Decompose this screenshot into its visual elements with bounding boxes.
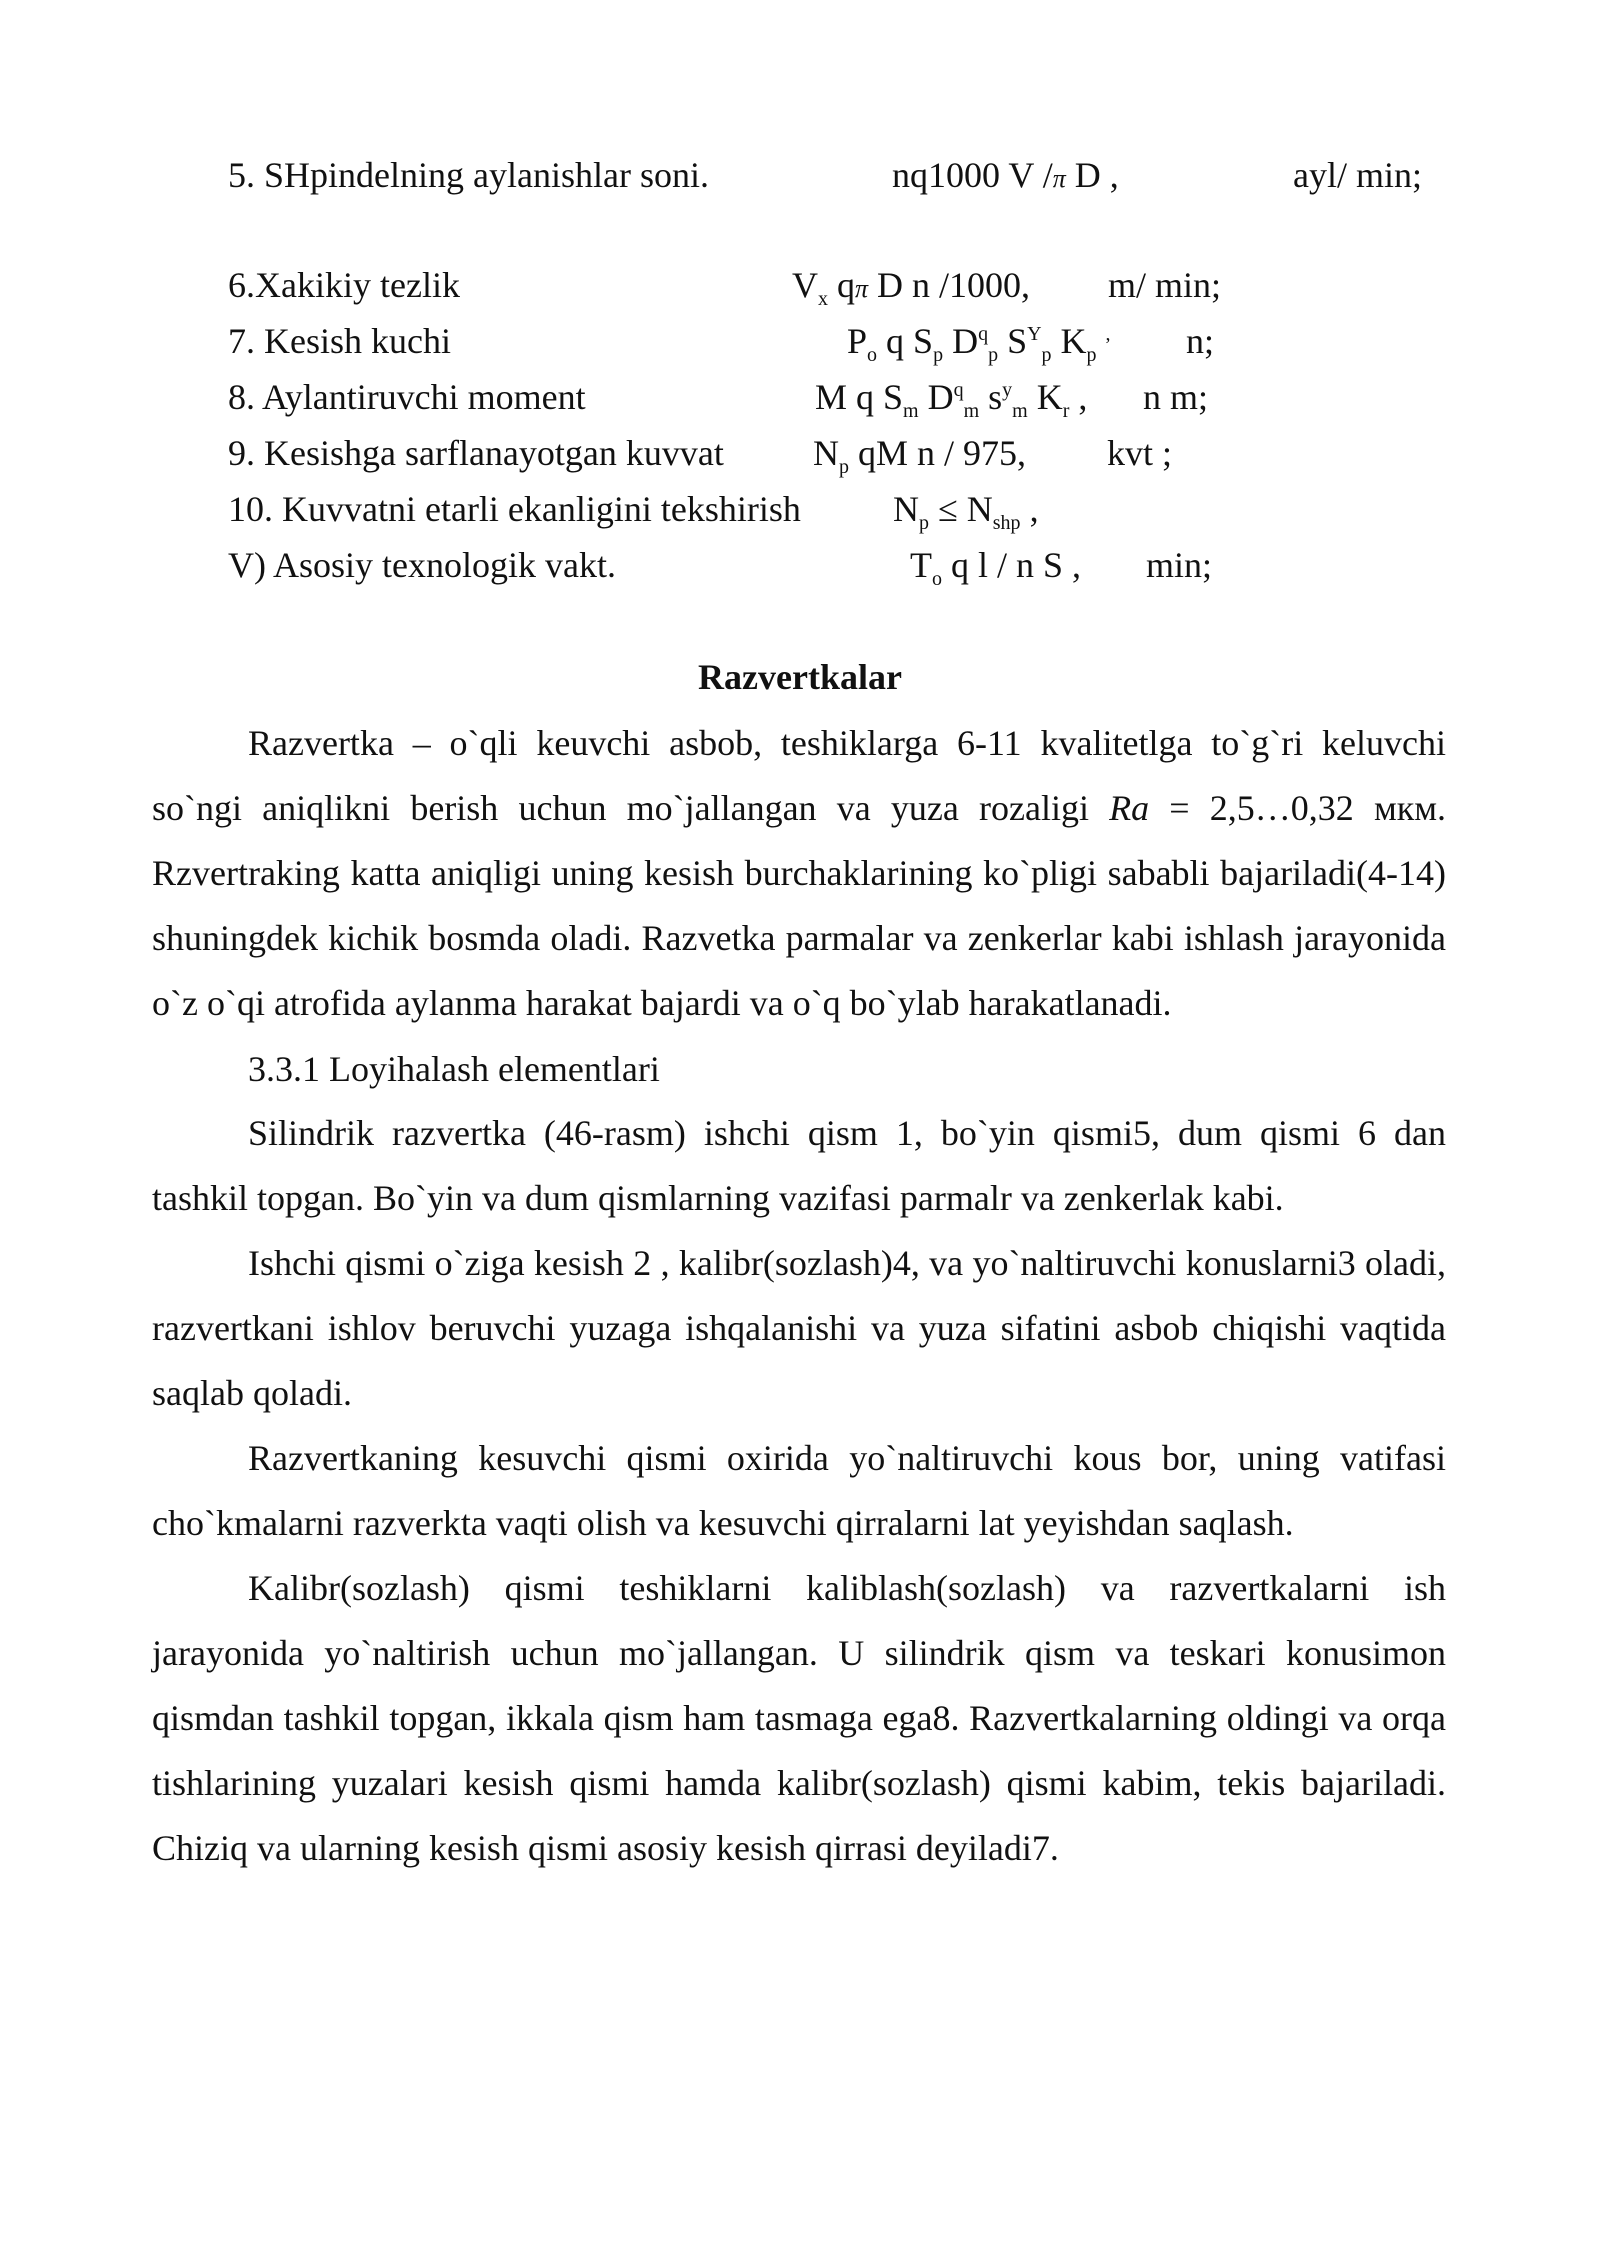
formula-line-6 (0, 260, 1600, 310)
formula-expression: $N_p \le N_{shp}$ , (893, 489, 1039, 535)
formula-label: 5. SHpindelning aylanishlar soni. (228, 155, 709, 195)
paragraph-intro: Razvertka – o`qli keuvchi asbob, teshiklarga 6-11 kvalitetlga to`g`ri keluvchi so`ngi aniqlikni berish uchun mo`jallangan va yuza rozaligi Ra = 2,5…0,32 мкм. Rzvertraking katta aniqligi uning kesish burchaklarining ko`pligi sababli bajariladi(4-14) shuningdek kichik bosmda oladi. Razvetka parmalar va zenkerlar kabi ishlash jarayonida o`z o`qi atrofida aylanma harakat bajardi va o`q bo`ylab harakatlanadi. (152, 723, 1447, 1023)
formula-expression: $V_x$ qπ D n /1000, (792, 265, 1031, 311)
formula-unit: min; (1146, 545, 1213, 585)
formula-expression: nq1000 V /π D , (892, 155, 1119, 195)
formula-expression: $P_o$ q $S_p$ $D^q_p$ $S^Y_p$ $K_p$ , (847, 321, 1111, 367)
formula-expression: $N_p$ qM n / 975, (813, 433, 1027, 479)
formula-line-5 (0, 150, 1600, 200)
paragraph-calibration-part: Kalibr(sozlash) qismi teshiklarni kaliblash(sozlash) va razvertkalarni ish jarayonida yo`naltirish uchun mo`jallangan. U silindrik qism va teskari konusimon qismdan tashkil topgan, ikkala qism ham tasmaga ega8. Razvertkalarning oldingi va orqa tishlarining yuzalari kesish qismi hamda kalibr(sozlash) qismi kabim, tekis bajariladi. Chiziq va ularning kesish qismi asosiy kesish qirrasi deyiladi7. (152, 1568, 1446, 1868)
formula-label: 8. Aylantiruvchi moment (228, 377, 586, 417)
paragraph-working-part: Ishchi qismi o`ziga kesish 2 , kalibr(sozlash)4, va yo`naltiruvchi konuslarni3 oladi, razvertkani ishlov beruvchi yuzaga ishqalanishi va yuza sifatini asbob chiqishi vaqtida saqlab qoladi. (152, 1243, 1446, 1413)
formula-label: 9. Kesishga sarflanayotgan kuvvat (228, 433, 724, 473)
formula-unit: n; (1186, 321, 1215, 361)
formula-unit: kvt ; (1107, 433, 1173, 473)
subsection-heading: 3.3.1 Loyihalash elementlari (248, 1049, 660, 1089)
formula-line-v (0, 540, 1600, 590)
formula-unit: n m; (1143, 377, 1209, 417)
formula-expression: M q $S_m$ $D^q_m$ $s^y_m$ $K_r$ , (815, 377, 1088, 423)
paragraph-structure: Silindrik razvertka (46-rasm) ishchi qism 1, bo`yin qismi5, dum qismi 6 dan tashkil topgan. Bo`yin va dum qismlarning vazifasi parmalr va zenkerlak kabi. (152, 1113, 1446, 1218)
formula-unit: ayl/ min; (1293, 155, 1422, 195)
section-heading: Razvertkalar (698, 657, 902, 697)
formula-label: 7. Kesish kuchi (228, 321, 451, 361)
formula-unit: m/ min; (1108, 265, 1222, 305)
formula-line-7 (0, 316, 1600, 366)
formula-label: V) Asosiy texnologik vakt. (228, 545, 616, 585)
formula-line-10 (0, 484, 1600, 534)
formula-line-9 (0, 428, 1600, 478)
formula-line-8 (0, 372, 1600, 422)
formula-label: 10. Kuvvatni etarli ekanligini tekshirish (228, 489, 801, 529)
formula-expression: $T_o$ q l / n S , (910, 545, 1082, 591)
formula-label: 6.Xakikiy tezlik (228, 265, 460, 305)
paragraph-cutting-part: Razvertkaning kesuvchi qismi oxirida yo`naltiruvchi kous bor, uning vatifasi cho`kmalarni razverkta vaqti olish va kesuvchi qirralarni lat yeyishdan saqlash. (152, 1438, 1446, 1543)
